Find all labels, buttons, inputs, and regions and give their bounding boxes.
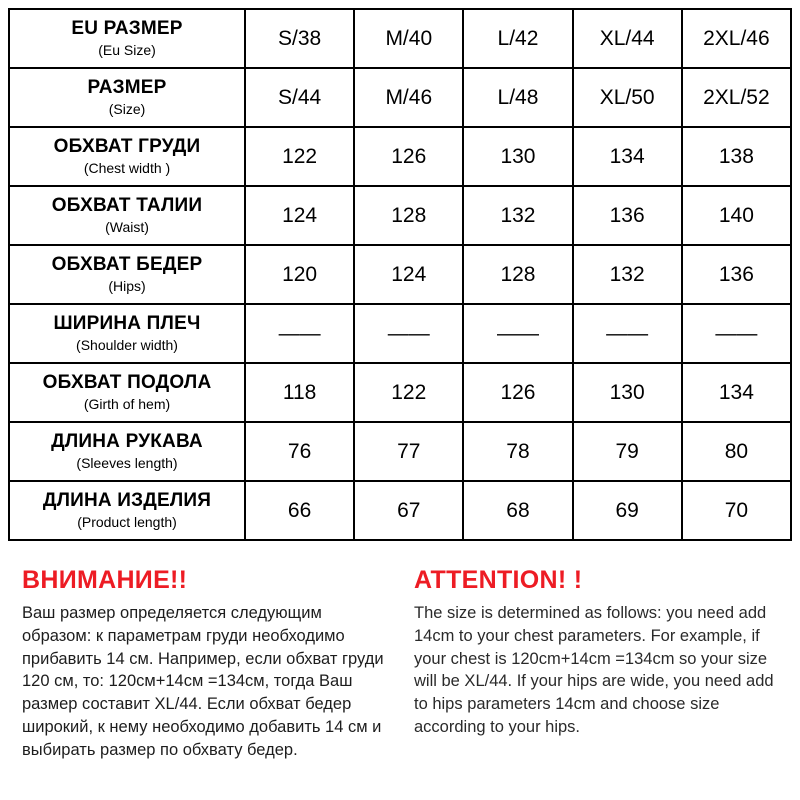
row-sublabel: (Chest width ): [83, 160, 171, 177]
table-row-size: [9, 68, 791, 127]
cell-value: ——: [573, 304, 682, 363]
cell-value: 132: [573, 245, 682, 304]
row-header-shoulder-width: [9, 304, 245, 363]
size-chart-table: [8, 8, 792, 541]
row-label: EU РАЗМЕР: [71, 18, 183, 40]
cell-value: ——: [682, 304, 791, 363]
cell-value: 2XL/52: [682, 68, 791, 127]
row-label: ДЛИНА РУКАВА: [51, 431, 203, 453]
cell-value: 70: [682, 481, 791, 540]
cell-value: 136: [573, 186, 682, 245]
row-label: ОБХВАТ ТАЛИИ: [51, 195, 203, 217]
row-sublabel: (Sleeves length): [76, 455, 178, 472]
cell-value: 66: [245, 481, 354, 540]
row-sublabel: (Size): [108, 101, 146, 118]
row-label: ШИРИНА ПЛЕЧ: [53, 313, 201, 335]
cell-value: S/44: [245, 68, 354, 127]
table-row-girth-of-hem: [9, 363, 791, 422]
cell-value: 126: [354, 127, 463, 186]
note-russian: [22, 566, 394, 761]
table-row-product-length: [9, 481, 791, 540]
cell-value: 2XL/46: [682, 9, 791, 68]
row-header-size: [9, 68, 245, 127]
cell-value: ——: [463, 304, 572, 363]
row-sublabel: (Eu Size): [98, 42, 156, 59]
row-sublabel: (Shoulder width): [76, 337, 178, 354]
cell-value: L/42: [463, 9, 572, 68]
cell-value: ——: [245, 304, 354, 363]
attention-body-ru: Ваш размер определяется следующим образом: к параметрам груди необходимо прибавить 14 см. Например, если обхват груди 120 см, то: 120см+14см =134см, тогда Ваш размер составит XL/44. Если обхват бедер широкий, к нему необходимо добавить 14 см и выбирать размер по обхвату бедер.: [22, 604, 384, 759]
cell-value: 130: [463, 127, 572, 186]
row-label: РАЗМЕР: [87, 77, 167, 99]
cell-value: 128: [354, 186, 463, 245]
table-row-eu-size: [9, 9, 791, 68]
cell-value: 132: [463, 186, 572, 245]
cell-value: 120: [245, 245, 354, 304]
row-sublabel: (Product length): [77, 514, 177, 531]
cell-value: 122: [354, 363, 463, 422]
cell-value: 136: [682, 245, 791, 304]
cell-value: XL/44: [573, 9, 682, 68]
attention-heading-en: ATTENTION! !: [414, 566, 583, 594]
row-sublabel: (Waist): [105, 219, 149, 236]
cell-value: 124: [354, 245, 463, 304]
row-label: ОБХВАТ ПОДОЛА: [42, 372, 212, 394]
row-header-sleeves-length: [9, 422, 245, 481]
row-header-eu-size: [9, 9, 245, 68]
table-row-hips: [9, 245, 791, 304]
attention-heading-ru: ВНИМАНИЕ!!: [22, 566, 188, 594]
note-english: [414, 566, 784, 761]
row-header-girth-of-hem: [9, 363, 245, 422]
row-header-product-length: [9, 481, 245, 540]
cell-value: 134: [682, 363, 791, 422]
row-header-waist: [9, 186, 245, 245]
sizing-notes: [0, 566, 800, 761]
table-row-shoulder-width: [9, 304, 791, 363]
cell-value: 67: [354, 481, 463, 540]
cell-value: 126: [463, 363, 572, 422]
attention-body-en: The size is determined as follows: you need add 14cm to your chest parameters. For example, if your chest is 120cm+14cm =134cm so your size will be XL/44. If your hips are wide, you need add to hips parameters 14cm and choose size according to your hips.: [414, 604, 774, 736]
cell-value: M/46: [354, 68, 463, 127]
table-row-waist: [9, 186, 791, 245]
row-sublabel: (Hips): [108, 278, 146, 295]
cell-value: S/38: [245, 9, 354, 68]
table-row-chest-width: [9, 127, 791, 186]
cell-value: 78: [463, 422, 572, 481]
row-header-hips: [9, 245, 245, 304]
cell-value: ——: [354, 304, 463, 363]
cell-value: 69: [573, 481, 682, 540]
cell-value: 124: [245, 186, 354, 245]
cell-value: 140: [682, 186, 791, 245]
cell-value: 79: [573, 422, 682, 481]
cell-value: M/40: [354, 9, 463, 68]
row-sublabel: (Girth of hem): [83, 396, 171, 413]
cell-value: 128: [463, 245, 572, 304]
table-row-sleeves-length: [9, 422, 791, 481]
cell-value: 130: [573, 363, 682, 422]
row-header-chest-width: [9, 127, 245, 186]
cell-value: 68: [463, 481, 572, 540]
cell-value: L/48: [463, 68, 572, 127]
cell-value: 138: [682, 127, 791, 186]
cell-value: 76: [245, 422, 354, 481]
cell-value: 80: [682, 422, 791, 481]
cell-value: 77: [354, 422, 463, 481]
row-label: ДЛИНА ИЗДЕЛИЯ: [42, 490, 212, 512]
cell-value: XL/50: [573, 68, 682, 127]
cell-value: 134: [573, 127, 682, 186]
cell-value: 122: [245, 127, 354, 186]
row-label: ОБХВАТ БЕДЕР: [51, 254, 203, 276]
cell-value: 118: [245, 363, 354, 422]
row-label: ОБХВАТ ГРУДИ: [53, 136, 201, 158]
